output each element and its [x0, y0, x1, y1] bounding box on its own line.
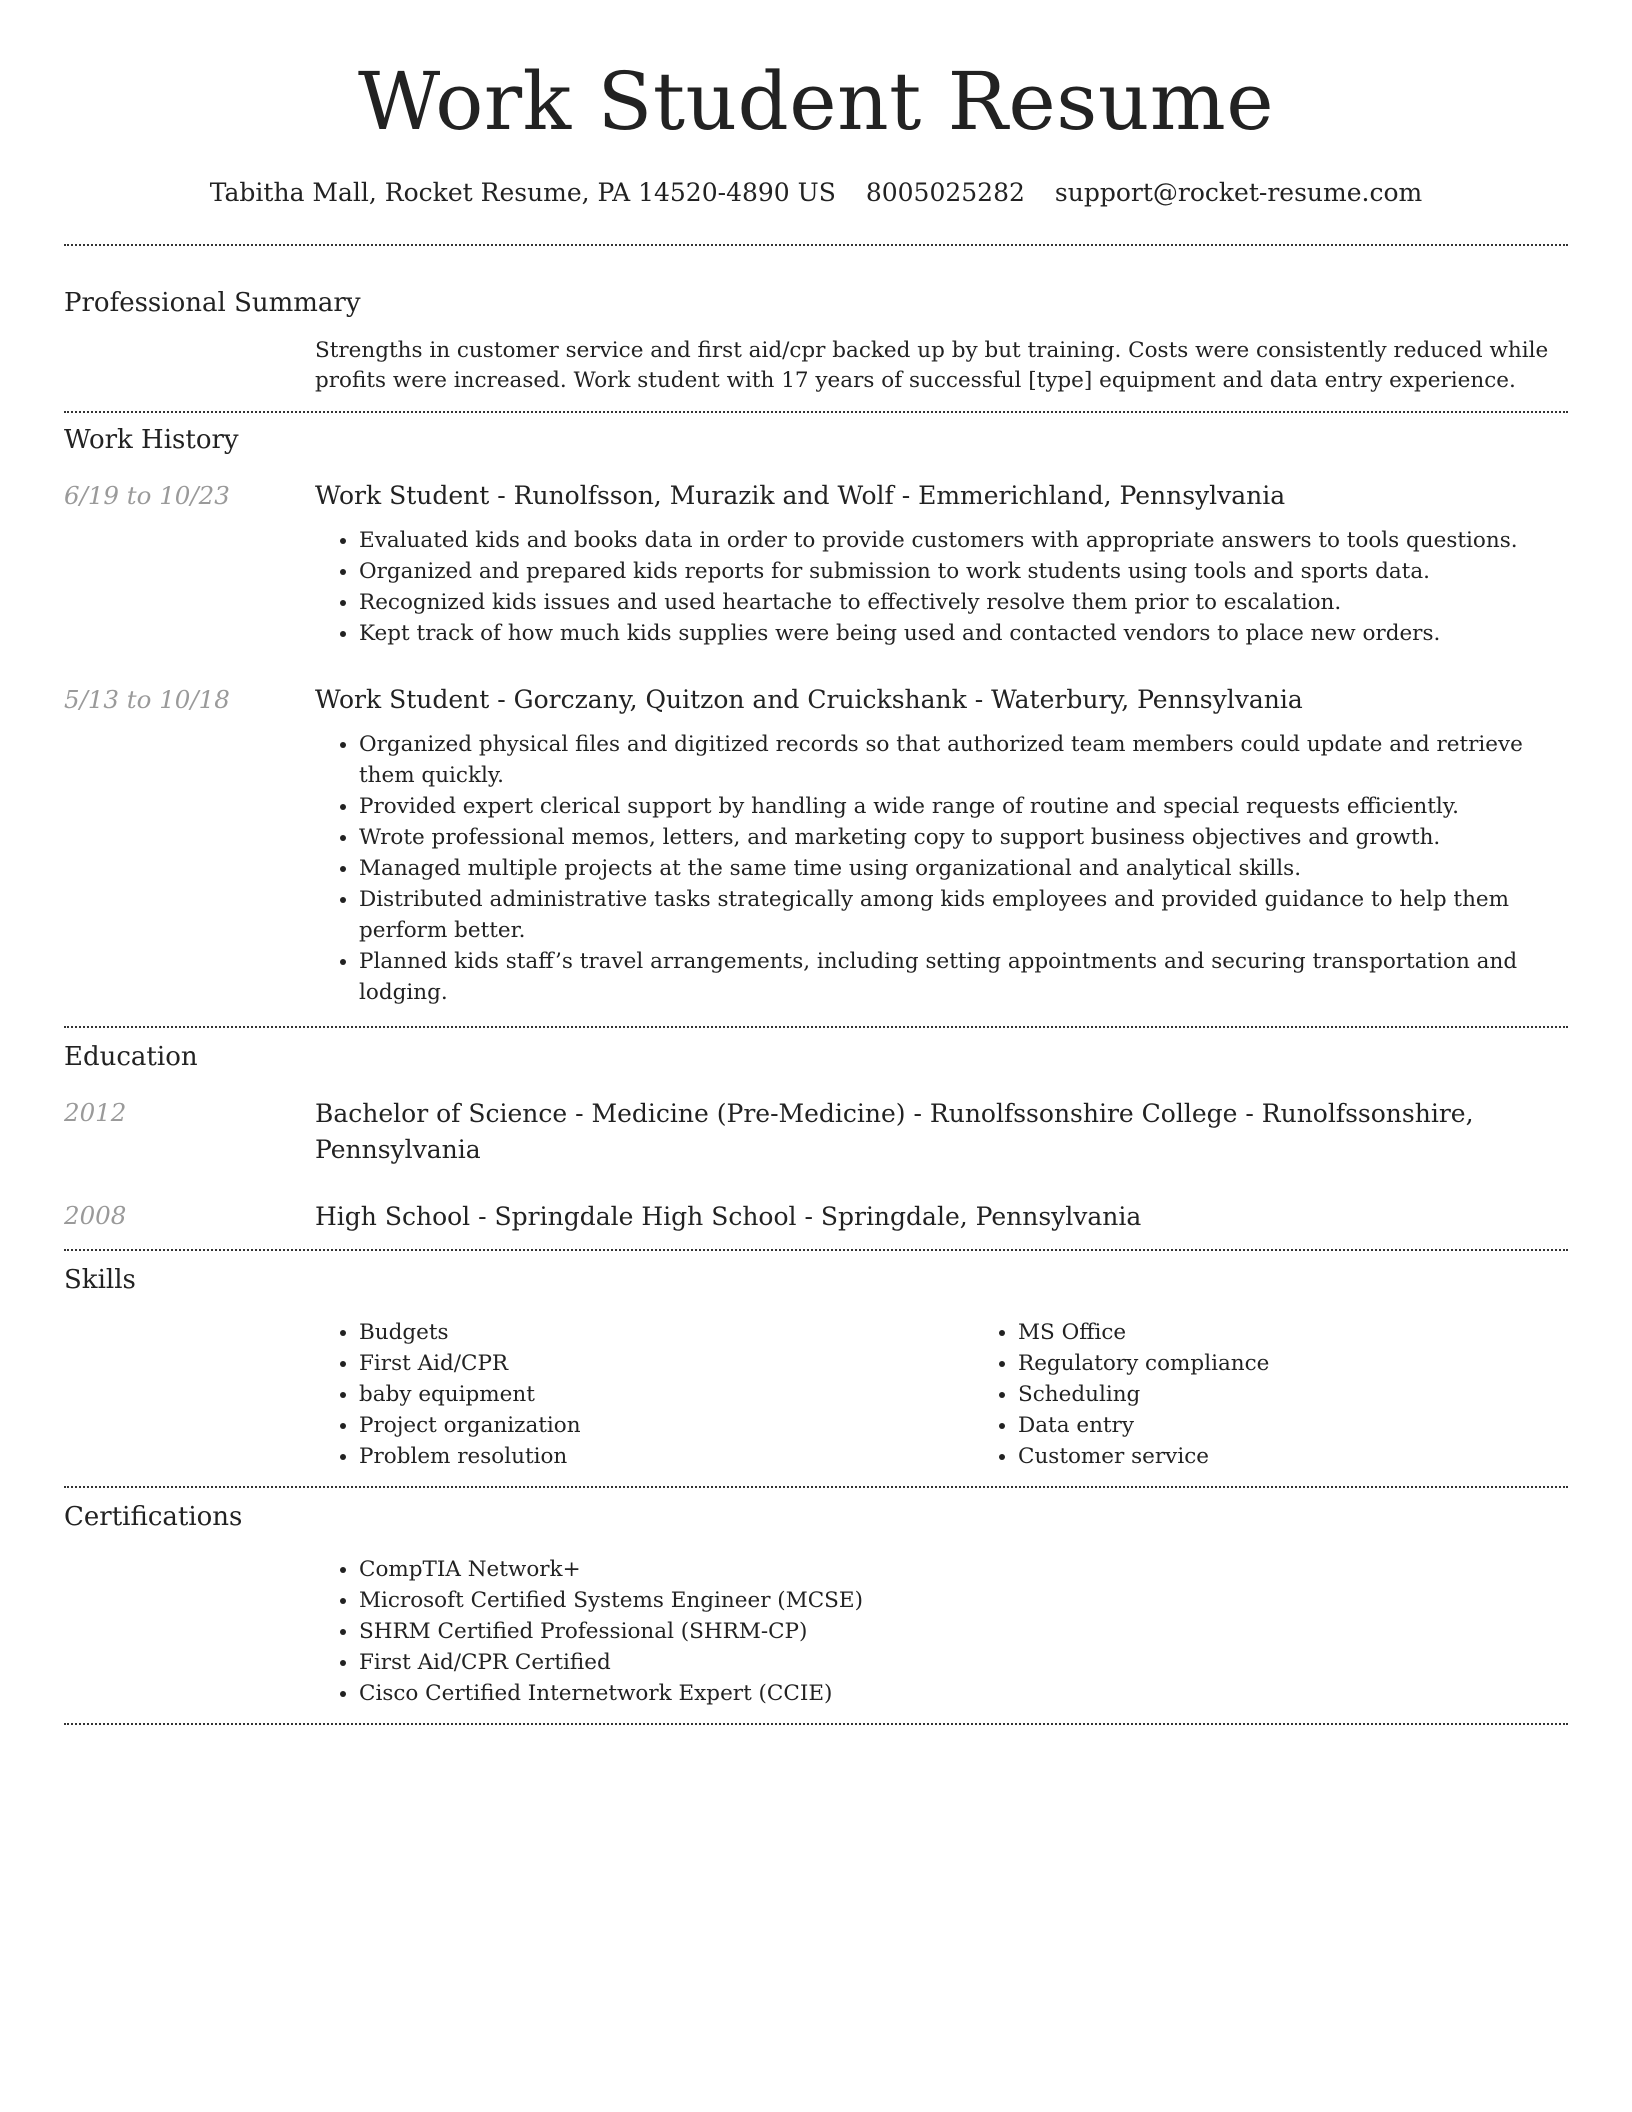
section-title-skills: Skills — [64, 1265, 136, 1295]
list-item: • Cisco Certified Internetwork Expert (CCIE) — [359, 1678, 1568, 1709]
skills-section — [64, 1251, 1568, 1472]
section-title-certifications: Certifications — [64, 1502, 243, 1532]
list-item: • Scheduling — [1018, 1379, 1568, 1410]
job-dates: 6/19 to 10/23 — [64, 481, 230, 510]
job-bullets — [315, 525, 1568, 649]
education-section — [64, 1028, 1568, 1235]
list-item: • Planned kids staff’s travel arrangements, including setting appointments and securing transportation and lodging. — [359, 946, 1568, 1008]
education-entry — [64, 1199, 1568, 1235]
list-item: • Evaluated kids and books data in order to provide customers with appropriate answers to tools questions. — [359, 525, 1568, 556]
certifications-section — [64, 1488, 1568, 1709]
education-entry — [64, 1096, 1568, 1168]
job-entry — [64, 683, 1568, 1008]
skills-list-right — [974, 1317, 1568, 1472]
list-item: • Managed multiple projects at the same time using organizational and analytical skills. — [359, 853, 1568, 884]
job-heading: Work Student - Gorczany, Quitzon and Cruickshank - Waterbury, Pennsylvania — [315, 685, 1303, 714]
list-item: • Project organization — [359, 1410, 974, 1441]
job-bullets — [315, 729, 1568, 1008]
list-item: • Recognized kids issues and used heartache to effectively resolve them prior to escalation. — [359, 587, 1568, 618]
education-heading: Bachelor of Science - Medicine (Pre-Medicine) - Runolfssonshire College - Runolfssonshire, Pennsylvania — [315, 1099, 1474, 1164]
contact-line — [64, 176, 1568, 210]
education-year: 2012 — [64, 1098, 127, 1127]
divider — [64, 1723, 1568, 1725]
education-year: 2008 — [64, 1201, 127, 1230]
resume-title: Work Student Resume — [357, 55, 1275, 148]
list-item: • Customer service — [1018, 1441, 1568, 1472]
certifications-list — [315, 1554, 1568, 1709]
list-item: • Distributed administrative tasks strategically among kids employees and provided guidance to help them perform better. — [359, 884, 1568, 946]
work-history-section — [64, 413, 1568, 1008]
skills-left-gutter — [64, 1317, 315, 1472]
section-title-work-history: Work History — [64, 425, 239, 455]
list-item: • Provided expert clerical support by handling a wide range of routine and special requests efficiently. — [359, 791, 1568, 822]
list-item: • MS Office — [1018, 1317, 1568, 1348]
list-item: • Microsoft Certified Systems Engineer (MCSE) — [359, 1585, 1568, 1616]
list-item: • First Aid/CPR Certified — [359, 1647, 1568, 1678]
list-item: • CompTIA Network+ — [359, 1554, 1568, 1585]
contact-address: Tabitha Mall, Rocket Resume, PA 14520-4890 US — [209, 178, 836, 207]
list-item: • Wrote professional memos, letters, and marketing copy to support business objectives and growth. — [359, 822, 1568, 853]
summary-text: Strengths in customer service and first aid/cpr backed up by but training. Costs were consistently reduced while profits were increased. Work student with 17 years of successful [type] equipment and data entry experience. — [315, 338, 1549, 393]
list-item: • Kept track of how much kids supplies were being used and contacted vendors to place new orders. — [359, 618, 1568, 649]
list-item: • baby equipment — [359, 1379, 974, 1410]
list-item: • Regulatory compliance — [1018, 1348, 1568, 1379]
skills-list-left — [315, 1317, 974, 1472]
certifications-left-gutter — [64, 1554, 315, 1709]
contact-email: support@rocket-resume.com — [1054, 178, 1423, 207]
list-item: • Problem resolution — [359, 1441, 974, 1472]
list-item: • SHRM Certified Professional (SHRM-CP) — [359, 1616, 1568, 1647]
list-item: • Data entry — [1018, 1410, 1568, 1441]
contact-phone: 8005025282 — [865, 178, 1025, 207]
job-entry — [64, 479, 1568, 649]
list-item: • Organized physical files and digitized records so that authorized team members could update and retrieve them quickly. — [359, 729, 1568, 791]
list-item: • Organized and prepared kids reports for submission to work students using tools and sports data. — [359, 556, 1568, 587]
list-item: • First Aid/CPR — [359, 1348, 974, 1379]
section-title-summary: Professional Summary — [64, 288, 361, 318]
job-heading: Work Student - Runolfsson, Murazik and Wolf - Emmerichland, Pennsylvania — [315, 481, 1286, 510]
section-title-education: Education — [64, 1042, 198, 1072]
list-item: • Budgets — [359, 1317, 974, 1348]
summary-section — [64, 246, 1568, 396]
summary-left-gutter — [64, 336, 315, 396]
education-heading: High School - Springdale High School - Springdale, Pennsylvania — [315, 1202, 1142, 1231]
job-dates: 5/13 to 10/18 — [64, 685, 230, 714]
